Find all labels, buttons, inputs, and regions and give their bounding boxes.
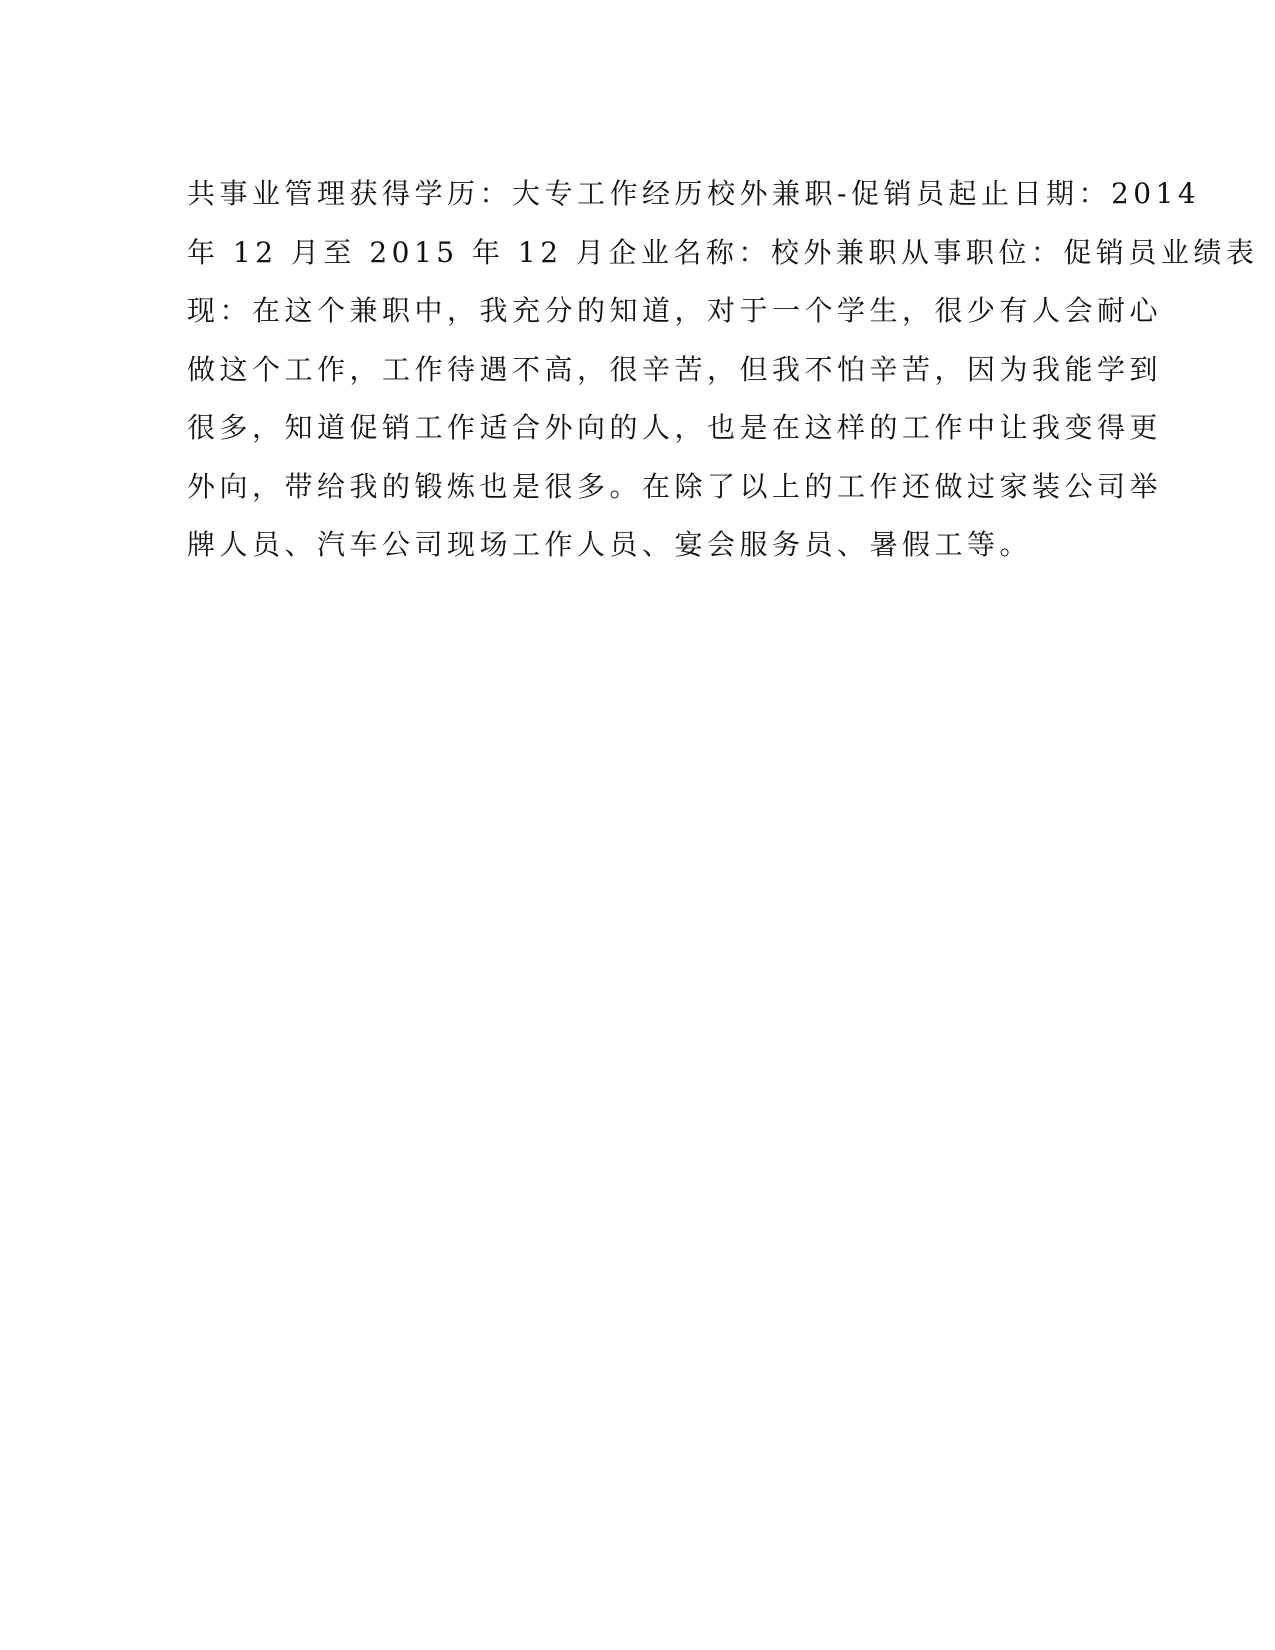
text-line: 很多，知道促销工作适合外向的人，也是在这样的工作中让我变得更: [187, 411, 1163, 444]
text-line: 共事业管理获得学历：大专工作经历校外兼职-促销员起止日期：2014: [187, 177, 1201, 210]
text-line: 做这个工作，工作待遇不高，很辛苦，但我不怕辛苦，因为我能学到: [187, 352, 1163, 386]
text-line: 现：在这个兼职中，我充分的知道，对于一个学生，很少有人会耐心: [187, 294, 1163, 327]
text-line: 外向，带给我的锻炼也是很多。在除了以上的工作还做过家装公司举: [187, 469, 1163, 503]
text-line: 年 12 月至 2015 年 12 月企业名称：校外兼职从事职位：促销员业绩表: [187, 235, 1259, 269]
text-line: 牌人员、汽车公司现场工作人员、宴会服务员、暑假工等。: [187, 528, 1033, 561]
body-paragraph: [187, 165, 1259, 575]
